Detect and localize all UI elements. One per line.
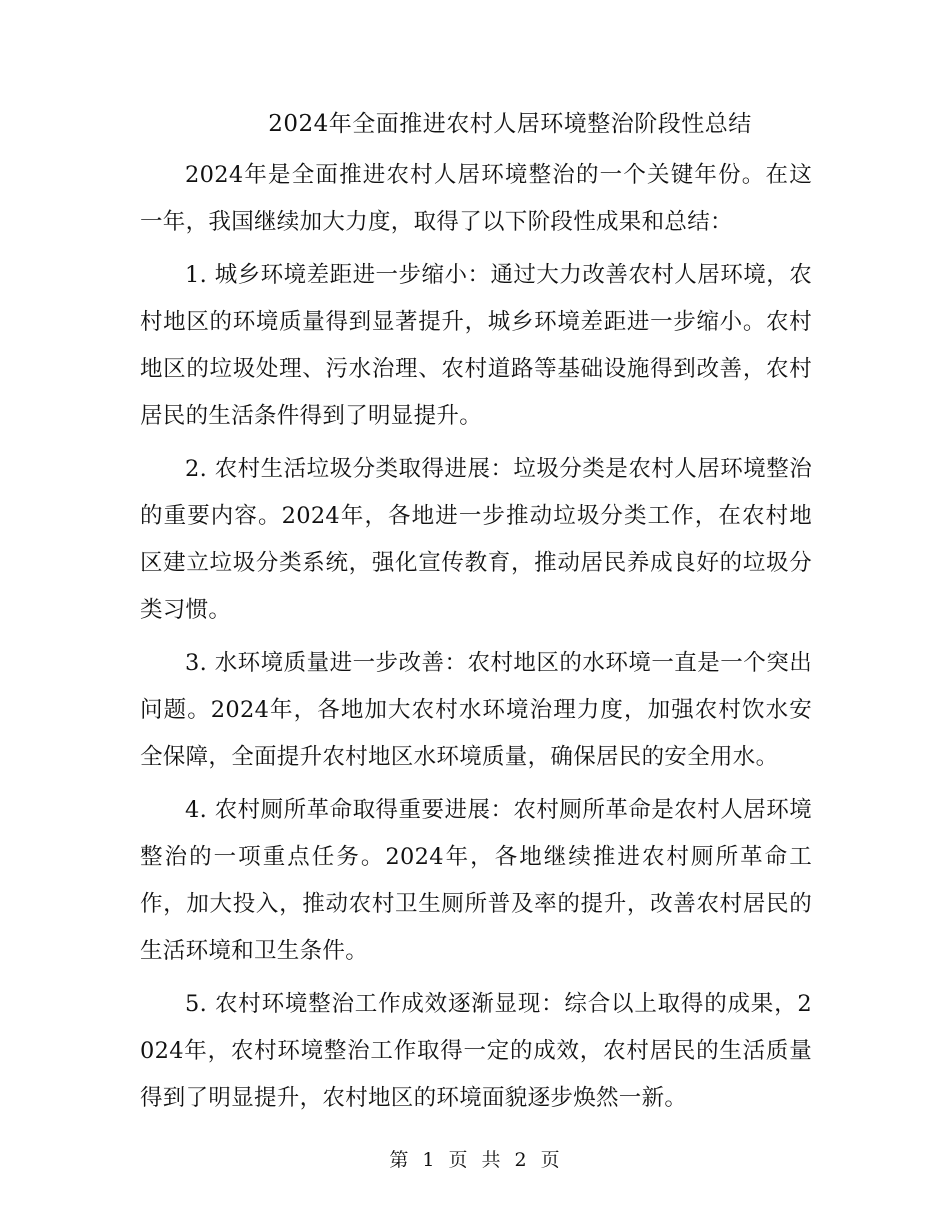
- paragraph-item-1: 1. 城乡环境差距进一步缩小：通过大力改善农村人居环境，农村地区的环境质量得到显著提升，城乡环境差距进一步缩小。农村地区的垃圾处理、污水治理、农村道路等基础设施得到改善，农村居民的生活条件得到了明显提升。: [140, 262, 812, 429]
- paragraph-item-5: 5. 农村环境整治工作成效逐渐显现：综合以上取得的成果，2024年，农村环境整治工作取得一定的成效，农村居民的生活质量得到了明显提升，农村地区的环境面貌逐步焕然一新。: [140, 991, 812, 1111]
- document-body: [140, 152, 812, 1128]
- paragraph-item-2: 2. 农村生活垃圾分类取得进展：垃圾分类是农村人居环境整治的重要内容。2024年，各地进一步推动垃圾分类工作，在农村地区建立垃圾分类系统，强化宣传教育，推动居民养成良好的垃圾分类习惯。: [140, 456, 812, 623]
- document-title: 2024年全面推进农村人居环境整治阶段性总结: [268, 111, 752, 137]
- intro-paragraph: 2024年是全面推进农村人居环境整治的一个关键年份。在这一年，我国继续加大力度，取得了以下阶段性成果和总结：: [140, 162, 812, 235]
- paragraph-item-4: 4. 农村厕所革命取得重要进展：农村厕所革命是农村人居环境整治的一项重点任务。2024年，各地继续推进农村厕所革命工作，加大投入，推动农村卫生厕所普及率的提升，改善农村居民的生活环境和卫生条件。: [140, 797, 812, 964]
- page-footer: 第 1 页 共 2 页: [389, 1149, 561, 1171]
- paragraph-item-3: 3. 水环境质量进一步改善：农村地区的水环境一直是一个突出问题。2024年，各地加大农村水环境治理力度，加强农村饮水安全保障，全面提升农村地区水环境质量，确保居民的安全用水。: [140, 650, 812, 770]
